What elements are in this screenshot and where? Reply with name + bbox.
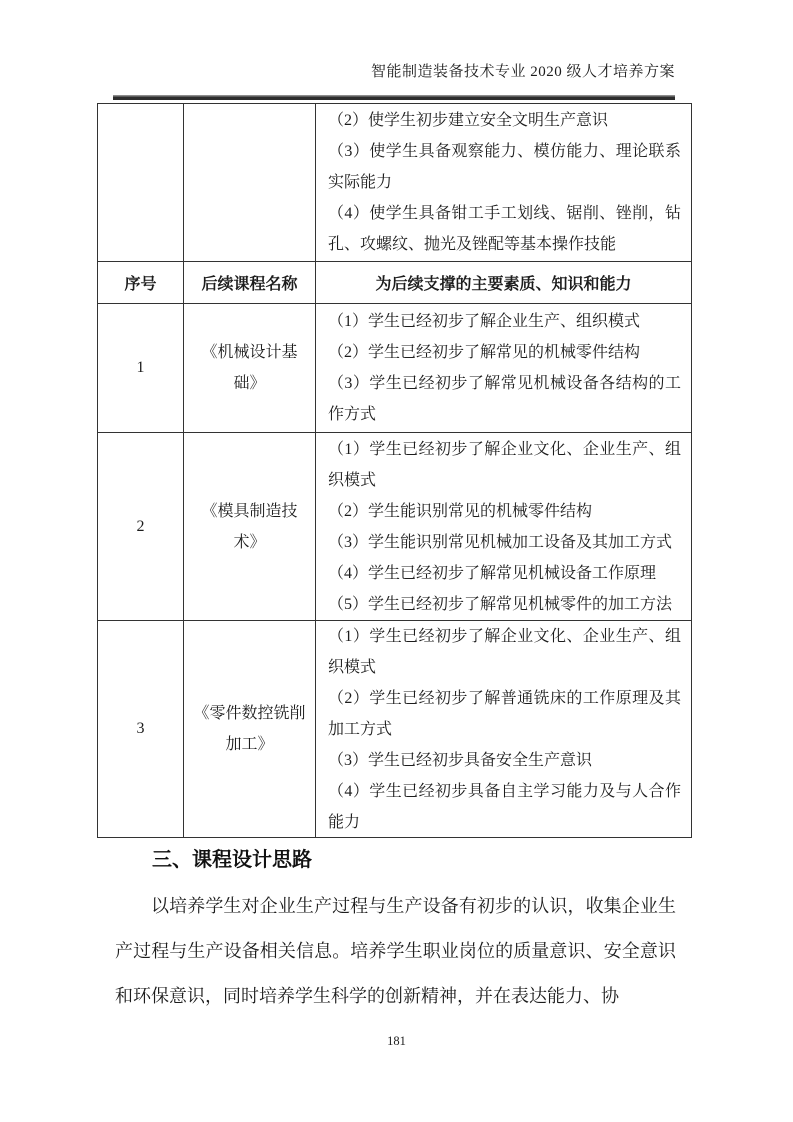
list-item: （2）学生能识别常见的机械零件结构 — [328, 502, 593, 520]
header-rule-line — [113, 95, 675, 100]
header-cell-no: 序号 — [97, 261, 183, 303]
list-item: 《零件数控铣削 — [193, 705, 306, 722]
cell-row-number: 2 — [97, 432, 183, 620]
cell-support-items — [315, 432, 691, 620]
list-item: 础》 — [233, 375, 266, 392]
list-item: （2）学生已经初步了解普通铣床的工作原理及其加工方式 — [328, 689, 681, 738]
list-item: （1）学生已经初步了解企业文化、企业生产、组织模式 — [328, 440, 681, 489]
page-number: 181 — [387, 1034, 406, 1048]
list-item: （4）学生已经初步具备自主学习能力及与人合作能力 — [328, 782, 681, 831]
cell-row-number: 1 — [97, 303, 183, 432]
list-item: （2）使学生初步建立安全文明生产意识 — [328, 112, 609, 129]
course-name-lines — [201, 337, 297, 399]
followup-course-support-table — [97, 103, 692, 838]
list-item: 术》 — [233, 533, 266, 551]
list-item: （3）学生已经初步了解常见机械设备各结构的工作方式 — [328, 375, 681, 423]
page-header-title: 智能制造装备技术专业 2020 级人才培养方案 — [370, 64, 675, 80]
list-item: （1）学生已经初步了解企业文化、企业生产、组织模式 — [328, 627, 681, 676]
section-paragraph: 以培养学生对企业生产过程与生产设备有初步的认识，收集企业生产过程与生产设备相关信息。培养学生职业岗位的质量意识、安全意识和环保意识，同时培养学生科学的创新精神，并在表达能力、协 — [115, 896, 676, 1006]
cell-course-name — [183, 620, 315, 837]
list-item: （5）学生已经初步了解常见机械零件的加工方法 — [328, 595, 673, 613]
list-item: （3）使学生具备观察能力、模仿能力、理论联系实际能力 — [328, 143, 681, 191]
list-item: 《模具制造技 — [201, 502, 298, 520]
cell-continuation-items — [315, 103, 691, 261]
course-name-lines — [193, 698, 305, 760]
table-row — [97, 620, 691, 837]
cell-support-items — [315, 620, 691, 837]
list-item: （4）使学生具备钳工手工划线、锯削、锉削，钻孔、攻螺纹、抛光及锉配等基本操作技能 — [328, 205, 681, 253]
list-item: （2）学生已经初步了解常见的机械零件结构 — [328, 344, 641, 361]
cell-empty-course — [183, 103, 315, 261]
support-items-list — [328, 434, 681, 620]
header-cell-support: 为后续支撑的主要素质、知识和能力 — [315, 261, 691, 303]
table-row — [97, 432, 691, 620]
course-name-lines — [201, 496, 297, 558]
section-heading: 三、课程设计思路 — [152, 849, 312, 871]
cell-support-items — [315, 303, 691, 432]
list-item: 《机械设计基 — [201, 344, 298, 361]
cell-course-name — [183, 432, 315, 620]
list-item: （1）学生已经初步了解企业生产、组织模式 — [328, 313, 641, 330]
support-items-list — [328, 621, 681, 838]
list-item: （4）学生已经初步了解常见机械设备工作原理 — [328, 564, 657, 582]
cell-row-number: 3 — [97, 620, 183, 837]
support-items-list — [328, 306, 681, 430]
list-item: 加工》 — [225, 736, 274, 753]
list-item: （3）学生已经初步具备安全生产意识 — [328, 751, 593, 769]
cell-course-name — [183, 303, 315, 432]
table-row-continuation — [97, 103, 691, 261]
list-item: （3）学生能识别常见机械加工设备及其加工方式 — [328, 533, 673, 551]
header-cell-course-name: 后续课程名称 — [183, 261, 315, 303]
cell-empty-no — [97, 103, 183, 261]
table-row — [97, 303, 691, 432]
table-header-row — [97, 261, 691, 303]
continuation-items-list — [328, 105, 681, 260]
